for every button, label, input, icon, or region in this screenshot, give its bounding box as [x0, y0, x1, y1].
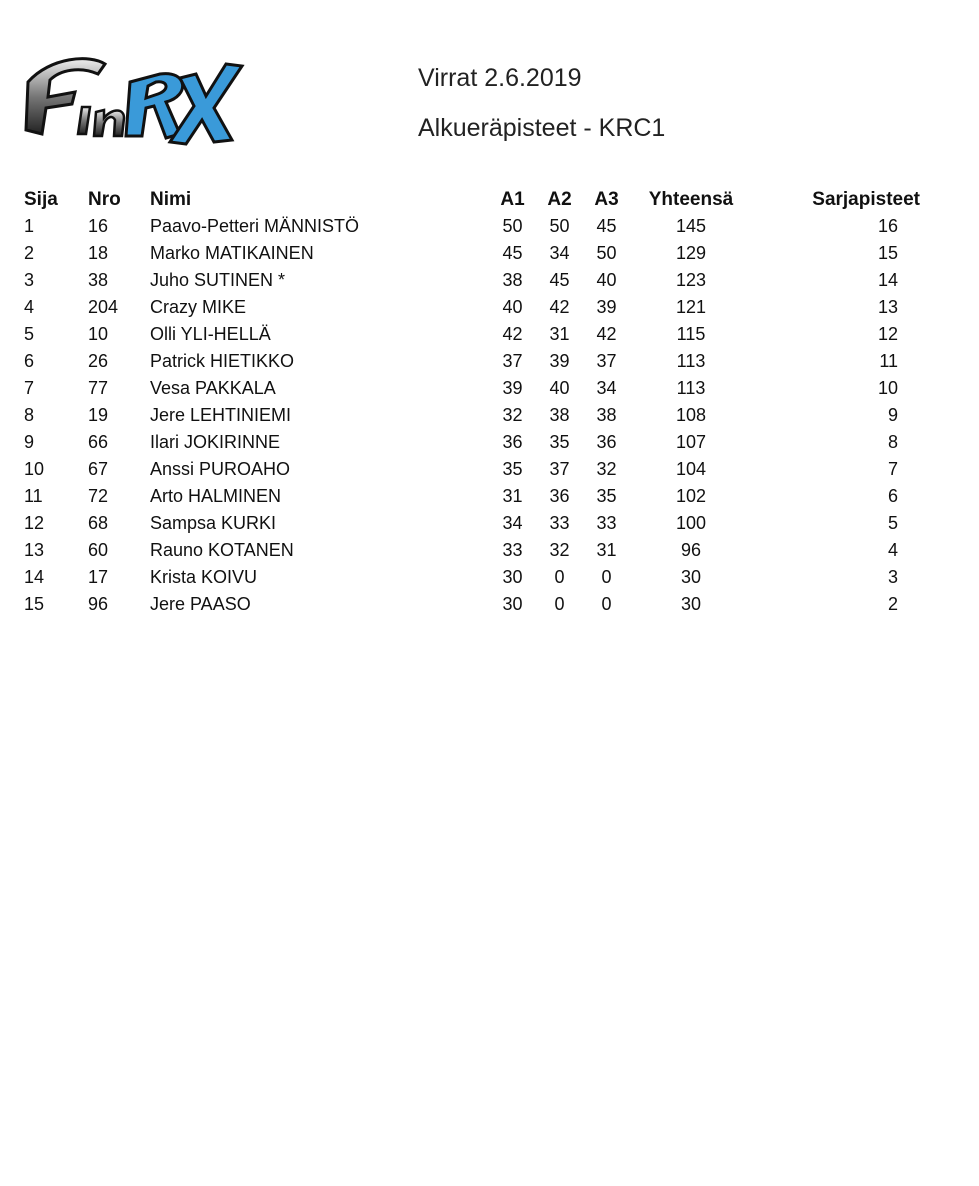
table-row — [24, 267, 922, 294]
cell-a1: 34 — [502, 513, 523, 533]
cell-name: Vesa PAKKALA — [150, 378, 276, 398]
cell-a2: 0 — [554, 594, 565, 614]
cell-a2: 0 — [554, 567, 565, 587]
cell-sarjapisteet: 13 — [877, 297, 898, 317]
cell-a1: 38 — [502, 270, 523, 290]
cell-name: Ilari JOKIRINNE — [150, 432, 281, 452]
table-row — [24, 213, 922, 240]
cell-a1: 35 — [502, 459, 523, 479]
cell-sarjapisteet: 12 — [877, 324, 898, 344]
cell-name: Arto HALMINEN — [150, 486, 282, 506]
cell-a2: 45 — [549, 270, 570, 290]
cell-nro: 38 — [88, 270, 109, 290]
cell-a3: 33 — [596, 513, 617, 533]
cell-sarjapisteet: 7 — [887, 459, 898, 479]
cell-sija: 1 — [24, 216, 35, 236]
cell-a3: 32 — [596, 459, 617, 479]
cell-yhteensa: 129 — [675, 243, 707, 263]
cell-a1: 30 — [502, 567, 523, 587]
col-header-nimi: Nimi — [150, 188, 192, 210]
cell-a3: 0 — [601, 567, 612, 587]
cell-nro: 67 — [88, 459, 109, 479]
cell-a1: 42 — [502, 324, 523, 344]
cell-name: Anssi PUROAHO — [150, 459, 291, 479]
cell-a1: 40 — [502, 297, 523, 317]
event-title: Virrat 2.6.2019 — [418, 64, 582, 92]
table-row — [24, 537, 922, 564]
table-row — [24, 429, 922, 456]
cell-sija: 13 — [24, 540, 45, 560]
col-header-sija: Sija — [24, 188, 58, 210]
cell-a2: 38 — [549, 405, 570, 425]
cell-yhteensa: 113 — [676, 351, 706, 371]
cell-nro: 19 — [88, 405, 109, 425]
cell-sija: 15 — [24, 594, 45, 614]
cell-sarjapisteet: 2 — [887, 594, 898, 614]
cell-nro: 17 — [88, 567, 109, 587]
table-row — [24, 348, 922, 375]
cell-a3: 40 — [596, 270, 617, 290]
cell-a2: 50 — [549, 216, 570, 236]
cell-sija: 11 — [24, 486, 43, 506]
cell-sarjapisteet: 11 — [879, 351, 898, 371]
cell-a2: 42 — [549, 297, 570, 317]
cell-a1: 50 — [502, 216, 523, 236]
cell-sarjapisteet: 6 — [887, 486, 898, 506]
cell-sija: 3 — [24, 270, 35, 290]
cell-a2: 35 — [549, 432, 570, 452]
cell-nro: 77 — [88, 378, 109, 398]
cell-a1: 33 — [502, 540, 523, 560]
col-header-a2: A2 — [547, 188, 572, 210]
cell-a2: 39 — [549, 351, 570, 371]
cell-a2: 40 — [549, 378, 570, 398]
cell-sarjapisteet: 9 — [887, 405, 898, 425]
cell-a3: 0 — [601, 594, 612, 614]
cell-name: Crazy MIKE — [150, 297, 247, 317]
table-row — [24, 564, 922, 591]
cell-a3: 36 — [596, 432, 617, 452]
cell-sija: 8 — [24, 405, 35, 425]
cell-yhteensa: 100 — [675, 513, 707, 533]
table-row — [24, 321, 922, 348]
cell-a1: 31 — [502, 486, 523, 506]
cell-sarjapisteet: 4 — [887, 540, 898, 560]
cell-name: Paavo-Petteri MÄNNISTÖ — [150, 216, 360, 236]
cell-a2: 32 — [549, 540, 570, 560]
finrx-logo — [20, 52, 250, 152]
cell-yhteensa: 30 — [680, 594, 702, 614]
col-header-nro: Nro — [88, 188, 121, 210]
cell-a2: 31 — [549, 324, 570, 344]
cell-sija: 9 — [24, 432, 35, 452]
cell-yhteensa: 102 — [675, 486, 707, 506]
table-row — [24, 456, 922, 483]
cell-a3: 34 — [596, 378, 617, 398]
cell-yhteensa: 30 — [680, 567, 702, 587]
cell-nro: 96 — [88, 594, 109, 614]
cell-nro: 16 — [88, 216, 109, 236]
cell-sija: 12 — [24, 513, 45, 533]
cell-sija: 10 — [24, 459, 45, 479]
cell-sarjapisteet: 8 — [887, 432, 898, 452]
cell-sija: 6 — [24, 351, 35, 371]
cell-a1: 32 — [502, 405, 523, 425]
cell-nro: 66 — [88, 432, 109, 452]
cell-nro: 18 — [88, 243, 109, 263]
cell-name: Jere LEHTINIEMI — [150, 405, 292, 425]
cell-yhteensa: 123 — [675, 270, 707, 290]
cell-yhteensa: 104 — [675, 459, 707, 479]
cell-sarjapisteet: 15 — [877, 243, 898, 263]
table-row — [24, 375, 922, 402]
cell-a3: 42 — [596, 324, 617, 344]
cell-name: Rauno KOTANEN — [150, 540, 294, 560]
results-table — [24, 186, 922, 618]
cell-a3: 45 — [596, 216, 617, 236]
cell-nro: 26 — [88, 351, 109, 371]
cell-yhteensa: 108 — [675, 405, 707, 425]
cell-a2: 36 — [549, 486, 570, 506]
cell-a1: 36 — [502, 432, 523, 452]
cell-a1: 37 — [502, 351, 523, 371]
cell-yhteensa: 115 — [676, 324, 706, 344]
table-header-row — [24, 186, 922, 213]
table-row — [24, 240, 922, 267]
cell-a1: 30 — [502, 594, 523, 614]
col-header-sarjapisteet: Sarjapisteet — [812, 188, 920, 210]
cell-sarjapisteet: 16 — [877, 216, 898, 236]
cell-a3: 39 — [596, 297, 617, 317]
cell-nro: 60 — [88, 540, 109, 560]
cell-yhteensa: 107 — [675, 432, 707, 452]
cell-name: Krista KOIVU — [150, 567, 258, 587]
cell-sarjapisteet: 14 — [877, 270, 898, 290]
cell-sarjapisteet: 5 — [887, 513, 898, 533]
table-row — [24, 294, 922, 321]
cell-yhteensa: 145 — [675, 216, 707, 236]
col-header-yhteensa: Yhteensä — [648, 188, 734, 210]
cell-sarjapisteet: 3 — [887, 567, 898, 587]
cell-sija: 4 — [24, 297, 35, 317]
cell-sarjapisteet: 10 — [877, 378, 898, 398]
cell-name: Patrick HIETIKKO — [150, 351, 295, 371]
cell-a1: 39 — [502, 378, 523, 398]
cell-nro: 68 — [88, 513, 109, 533]
cell-a1: 45 — [502, 243, 523, 263]
table-row — [24, 483, 922, 510]
cell-yhteensa: 113 — [676, 378, 706, 398]
cell-name: Juho SUTINEN * — [150, 270, 286, 290]
results-subtitle: Alkueräpisteet - KRC1 — [418, 114, 666, 142]
col-header-a3: A3 — [594, 188, 619, 210]
cell-a3: 38 — [596, 405, 617, 425]
col-header-a1: A1 — [500, 188, 525, 210]
cell-nro: 72 — [88, 486, 109, 506]
table-row — [24, 591, 922, 618]
cell-sija: 2 — [24, 243, 35, 263]
cell-name: Sampsa KURKI — [150, 513, 277, 533]
cell-sija: 5 — [24, 324, 35, 344]
cell-a3: 31 — [596, 540, 617, 560]
cell-a2: 37 — [549, 459, 570, 479]
cell-a2: 33 — [549, 513, 570, 533]
table-row — [24, 510, 922, 537]
cell-yhteensa: 96 — [680, 540, 702, 560]
cell-a3: 37 — [596, 351, 617, 371]
cell-nro: 204 — [88, 297, 119, 317]
table-row — [24, 402, 922, 429]
cell-a3: 50 — [596, 243, 617, 263]
cell-nro: 10 — [88, 324, 109, 344]
cell-yhteensa: 121 — [675, 297, 707, 317]
cell-name: Olli YLI-HELLÄ — [150, 324, 271, 344]
cell-name: Marko MATIKAINEN — [150, 243, 314, 263]
cell-name: Jere PAASO — [150, 594, 251, 614]
cell-a3: 35 — [596, 486, 617, 506]
cell-sija: 7 — [24, 378, 35, 398]
cell-a2: 34 — [549, 243, 570, 263]
cell-sija: 14 — [24, 567, 45, 587]
